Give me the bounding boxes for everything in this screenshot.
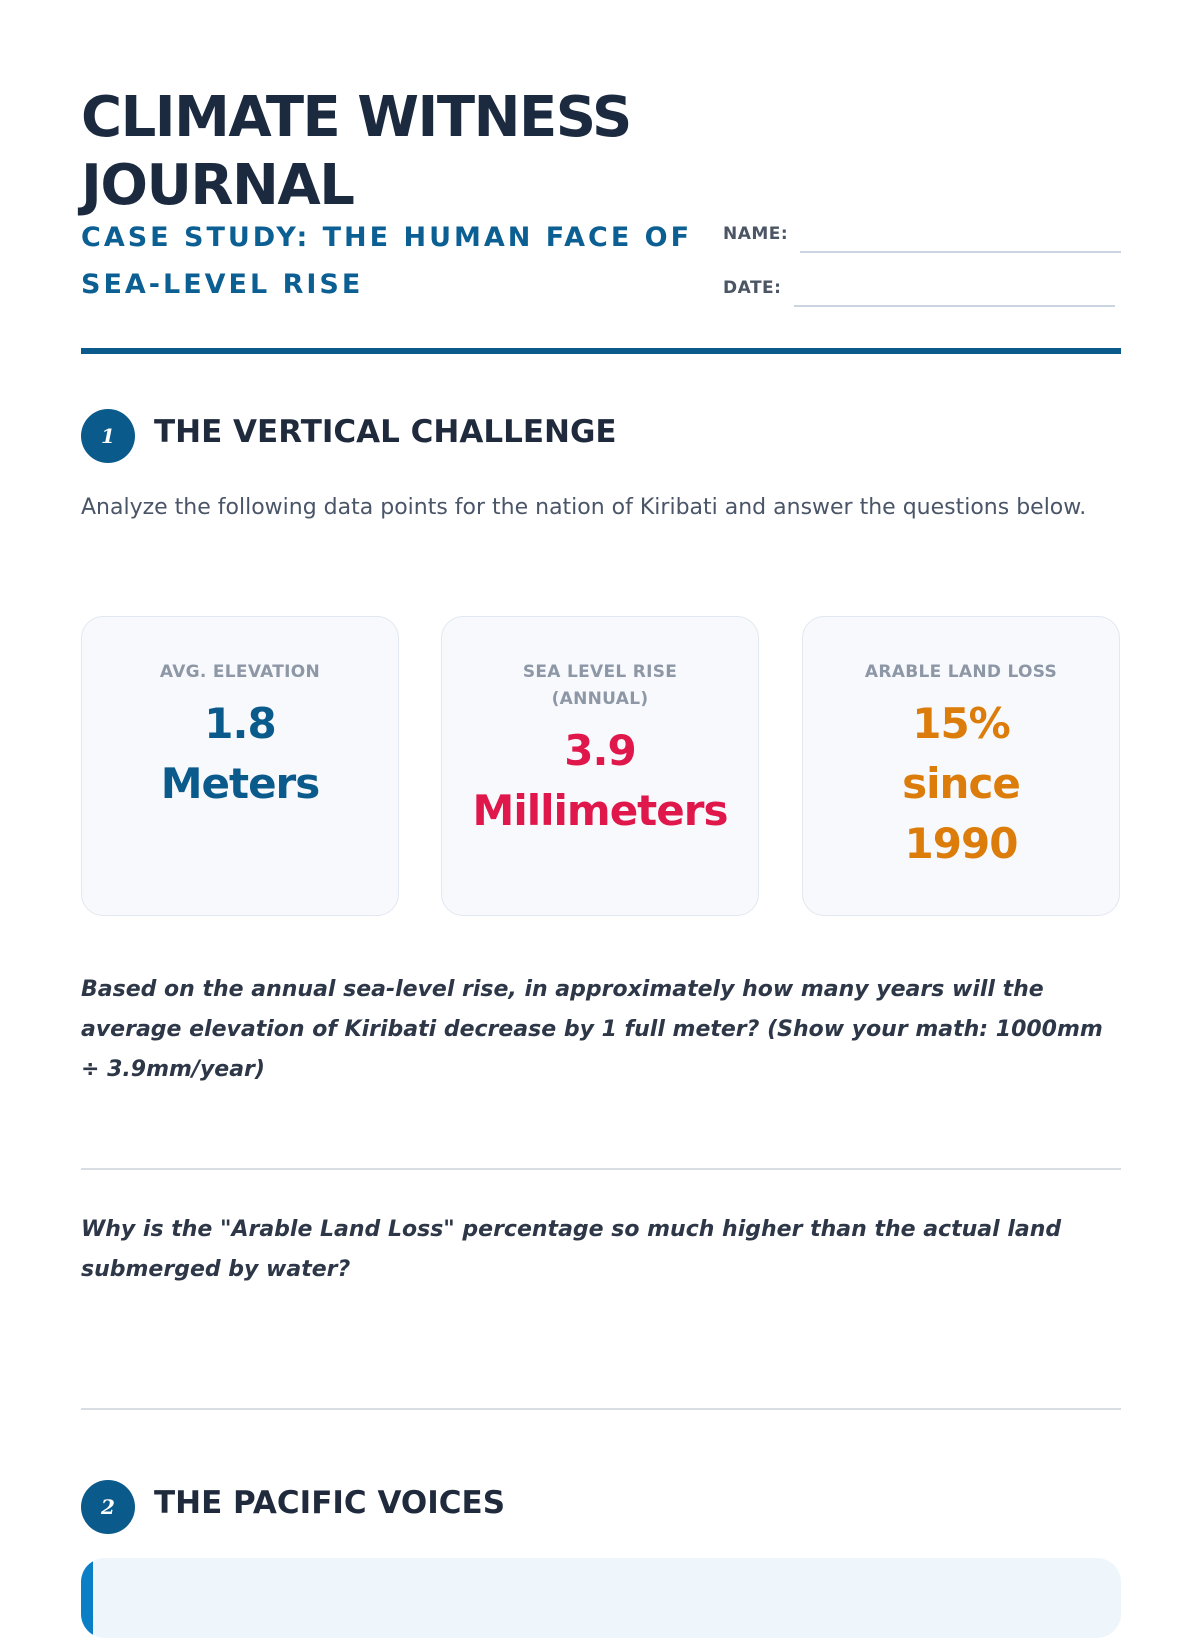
section-number-badge: 2 (81, 1480, 135, 1534)
stat-value: 1.8 Meters (160, 699, 320, 808)
stat-value: 15% since 1990 (902, 699, 1020, 868)
case-study-subtitle: CASE STUDY: THE HUMAN FACE OF SEA-LEVEL RISE (81, 222, 693, 300)
date-label: DATE: (723, 278, 782, 298)
name-field[interactable] (800, 251, 1121, 253)
journal-title: CLIMATE WITNESS JOURNAL (81, 85, 631, 218)
name-label: NAME: (723, 224, 789, 244)
stat-label: SEA LEVEL RISE (ANNUAL) (522, 662, 678, 709)
section-title: THE VERTICAL CHALLENGE (154, 414, 617, 450)
question-1: Based on the annual sea-level rise, in approximately how many years will the average elevation of Kiribati decrease by 1 full meter? (Show your math: 1000mm ÷ 3.9mm/year) (81, 977, 1103, 1082)
header-divider (81, 348, 1121, 354)
stat-card-sea-level (441, 616, 759, 916)
stat-card-elevation (81, 616, 399, 916)
section-title: THE PACIFIC VOICES (154, 1485, 506, 1521)
voices-quote-box (81, 1558, 1121, 1638)
question-2: Why is the "Arable Land Loss" percentage so much higher than the actual land submerged by water? (81, 1217, 1062, 1282)
stat-label: AVG. ELEVATION (159, 662, 321, 682)
section-number-badge: 1 (81, 409, 135, 463)
section-intro: Analyze the following data points for the nation of Kiribati and answer the questions below. (81, 495, 1087, 520)
stat-label: ARABLE LAND LOSS (864, 662, 1058, 682)
answer-line-2[interactable] (81, 1408, 1121, 1410)
stat-card-land-loss (802, 616, 1120, 916)
date-field[interactable] (794, 305, 1115, 307)
answer-line-1[interactable] (81, 1168, 1121, 1170)
quote-accent-bar (81, 1558, 93, 1638)
stat-value: 3.9 Millimeters (472, 726, 728, 835)
